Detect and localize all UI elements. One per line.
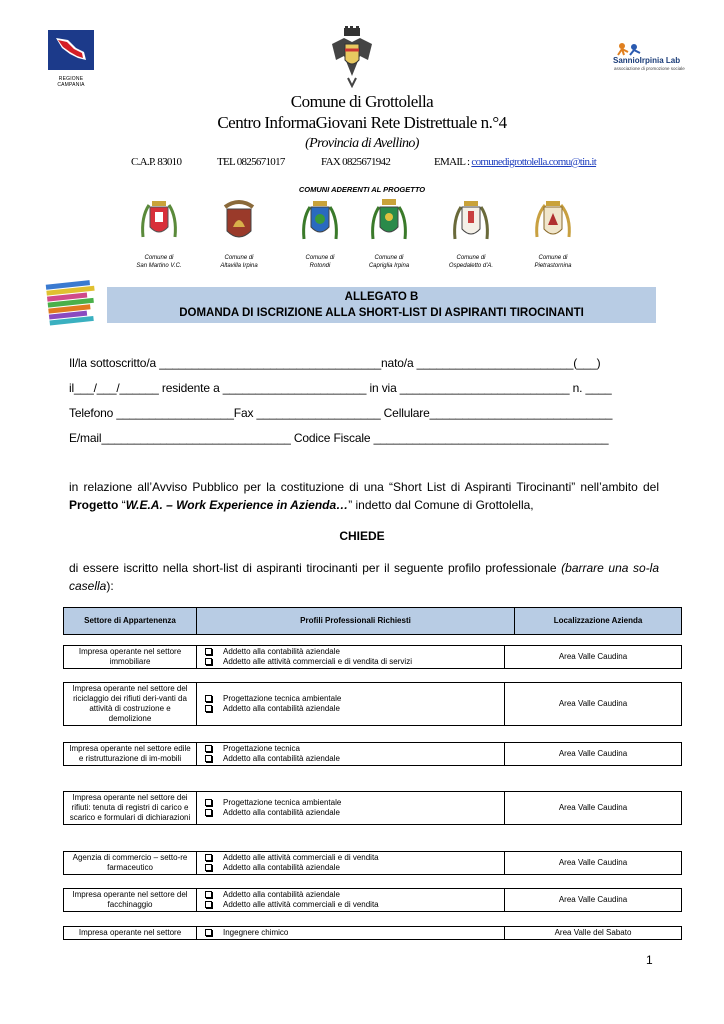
localizzazione-cell: Area Valle Caudina bbox=[505, 683, 682, 726]
profili-cell bbox=[197, 927, 505, 940]
header-profili: Profili Professionali Richiesti bbox=[197, 608, 515, 635]
ospedaletto-crest bbox=[451, 197, 491, 249]
table-row bbox=[63, 682, 682, 726]
pietrastornina-crest bbox=[533, 197, 573, 249]
intro-paragraph: in relazione all’Avviso Pubblico per la costituzione di una “Short List di Aspiranti Tirocinanti” nell’ambito del Progetto “W.E.A. – Work Experience in Azienda…” indetto dal Comune di Grottolella, bbox=[69, 480, 659, 512]
allegato-subtitle: DOMANDA DI ISCRIZIONE ALLA SHORT-LIST DI ASPIRANTI TIROCINANTI bbox=[179, 307, 584, 319]
province-line: (Provincia di Avellino) bbox=[305, 136, 419, 151]
checkbox-icon[interactable] bbox=[205, 929, 212, 936]
header-settore: Settore di Appartenenza bbox=[64, 608, 197, 635]
checkbox-icon[interactable] bbox=[205, 799, 212, 806]
comune-label: Comune di Altavilla Irpina bbox=[220, 255, 258, 269]
tel-text: TEL 0825671017 bbox=[217, 156, 285, 168]
email-row bbox=[434, 156, 596, 168]
comune-label: Comune di Ospedaletto d'A. bbox=[448, 255, 494, 269]
profile-option[interactable]: Addetto alla contabilità aziendale bbox=[223, 890, 500, 900]
sannio-name: SannioIrpinia Lab bbox=[613, 56, 681, 65]
capriglia-crest bbox=[369, 197, 409, 249]
checkbox-icon[interactable] bbox=[205, 755, 212, 762]
form-line-birth: il___/___/______ residente a ______________________ in via __________________________ n. ____ bbox=[69, 381, 612, 395]
settore-cell: Impresa operante nel settore del facchinaggio bbox=[64, 889, 197, 912]
profile-option[interactable]: Addetto alla contabilità aziendale bbox=[223, 704, 500, 714]
profile-option[interactable]: Addetto alla contabilità aziendale bbox=[223, 647, 500, 657]
table-row bbox=[63, 851, 682, 875]
localizzazione-cell: Area Valle Caudina bbox=[505, 743, 682, 766]
email-link[interactable]: comunedigrottolella.comu@tin.it bbox=[471, 156, 597, 168]
profile-option[interactable]: Ingegnere chimico bbox=[223, 928, 500, 938]
profile-option[interactable]: Addetto alla contabilità aziendale bbox=[223, 754, 500, 764]
checkbox-icon[interactable] bbox=[205, 648, 212, 655]
grottolella-crest bbox=[330, 26, 374, 88]
profile-option[interactable]: Addetto alla contabilità aziendale bbox=[223, 808, 500, 818]
email-label: EMAIL : bbox=[434, 156, 470, 168]
checkbox-icon[interactable] bbox=[205, 854, 212, 861]
page-title: Comune di Grottolella bbox=[290, 92, 434, 111]
table-row bbox=[63, 742, 682, 766]
profile-option[interactable]: Addetto alle attività commerciali e di vendita bbox=[223, 853, 500, 863]
fax-text: FAX 0825671942 bbox=[321, 156, 391, 168]
profile-option[interactable]: Progettazione tecnica ambientale bbox=[223, 694, 500, 704]
form-line-email: E/mail_____________________________ Codice Fiscale ____________________________________ bbox=[69, 431, 609, 445]
table-row bbox=[63, 791, 682, 825]
profili-cell bbox=[197, 646, 505, 669]
profile-option[interactable]: Addetto alle attività commerciali e di vendita di servizi bbox=[223, 657, 500, 667]
checkbox-icon[interactable] bbox=[205, 745, 212, 752]
table-row bbox=[63, 888, 682, 912]
checkbox-icon[interactable] bbox=[205, 658, 212, 665]
allegato-title: ALLEGATO B bbox=[344, 291, 419, 303]
settore-cell: Impresa operante nel settore edile e ristrutturazione di im-mobili bbox=[64, 743, 197, 766]
profile-option[interactable]: Addetto alla contabilità aziendale bbox=[223, 863, 500, 873]
checkbox-icon[interactable] bbox=[205, 891, 212, 898]
profili-cell bbox=[197, 792, 505, 825]
comuni-heading: COMUNI ADERENTI AL PROGETTO bbox=[298, 185, 426, 194]
checkbox-icon[interactable] bbox=[205, 809, 212, 816]
localizzazione-cell: Area Valle Caudina bbox=[505, 792, 682, 825]
settore-cell: Impresa operante nel settore dei rifiuti: tenuta di registri di carico e scarico e formulari di dichiarazioni bbox=[64, 792, 197, 825]
page-subtitle: Centro InformaGiovani Rete Distrettuale n.°4 bbox=[217, 113, 507, 132]
sannio-subtitle: associazione di promozione sociale bbox=[614, 66, 685, 71]
settore-cell: Impresa operante nel settore immobiliare bbox=[64, 646, 197, 669]
checkbox-icon[interactable] bbox=[205, 695, 212, 702]
altavilla-crest bbox=[219, 197, 259, 249]
settore-cell: Agenzia di commercio – setto-re farmaceutico bbox=[64, 852, 197, 875]
informagiovani-logo bbox=[46, 280, 101, 331]
page-number: 1 bbox=[646, 953, 653, 967]
profile-option[interactable]: Progettazione tecnica bbox=[223, 744, 500, 754]
chiede-heading: CHIEDE bbox=[339, 529, 385, 543]
form-line-phone: Telefono __________________Fax ___________________ Cellulare____________________________ bbox=[69, 406, 613, 420]
header-localizzazione: Localizzazione Azienda bbox=[515, 608, 682, 635]
comune-label: Comune di Capriglia Irpina bbox=[368, 255, 410, 269]
table-row bbox=[63, 926, 682, 940]
regione-campania-logo bbox=[48, 30, 94, 88]
checkbox-icon[interactable] bbox=[205, 705, 212, 712]
profili-cell bbox=[197, 743, 505, 766]
comune-label: Comune di San Martino V.C. bbox=[136, 255, 182, 269]
comune-label: Comune di Pietrastornina bbox=[534, 255, 572, 269]
table-header bbox=[63, 607, 682, 635]
localizzazione-cell: Area Valle del Sabato bbox=[505, 927, 682, 940]
rotondi-crest bbox=[300, 197, 340, 249]
cap-text: C.A.P. 83010 bbox=[131, 156, 182, 168]
localizzazione-cell: Area Valle Caudina bbox=[505, 852, 682, 875]
san-martino-crest bbox=[139, 197, 179, 249]
localizzazione-cell: Area Valle Caudina bbox=[505, 646, 682, 669]
request-paragraph: di essere iscritto nella short-list di aspiranti tirocinanti per il seguente profilo professionale (barrare una so-la casella): bbox=[69, 561, 660, 593]
settore-cell: Impresa operante nel settore del riciclaggio dei rifiuti deri-vanti da attività di costruzione e demolizione bbox=[64, 683, 197, 726]
checkbox-icon[interactable] bbox=[205, 864, 212, 871]
settore-cell: Impresa operante nel settore bbox=[64, 927, 197, 940]
allegato-banner bbox=[107, 287, 656, 323]
regione-caption: REGIONE CAMPANIA bbox=[57, 76, 85, 88]
profili-cell bbox=[197, 683, 505, 726]
sannioirpinia-lab-logo bbox=[600, 42, 685, 76]
profile-option[interactable]: Addetto alle attività commerciali e di vendita bbox=[223, 900, 500, 910]
profili-cell bbox=[197, 852, 505, 875]
localizzazione-cell: Area Valle Caudina bbox=[505, 889, 682, 912]
profili-cell bbox=[197, 889, 505, 912]
profile-option[interactable]: Progettazione tecnica ambientale bbox=[223, 798, 500, 808]
comune-label: Comune di Rotondi bbox=[305, 255, 335, 269]
table-row bbox=[63, 645, 682, 669]
form-line-name: Il/la sottoscritto/a __________________________________nato/a ________________________(___) bbox=[69, 356, 601, 370]
checkbox-icon[interactable] bbox=[205, 901, 212, 908]
